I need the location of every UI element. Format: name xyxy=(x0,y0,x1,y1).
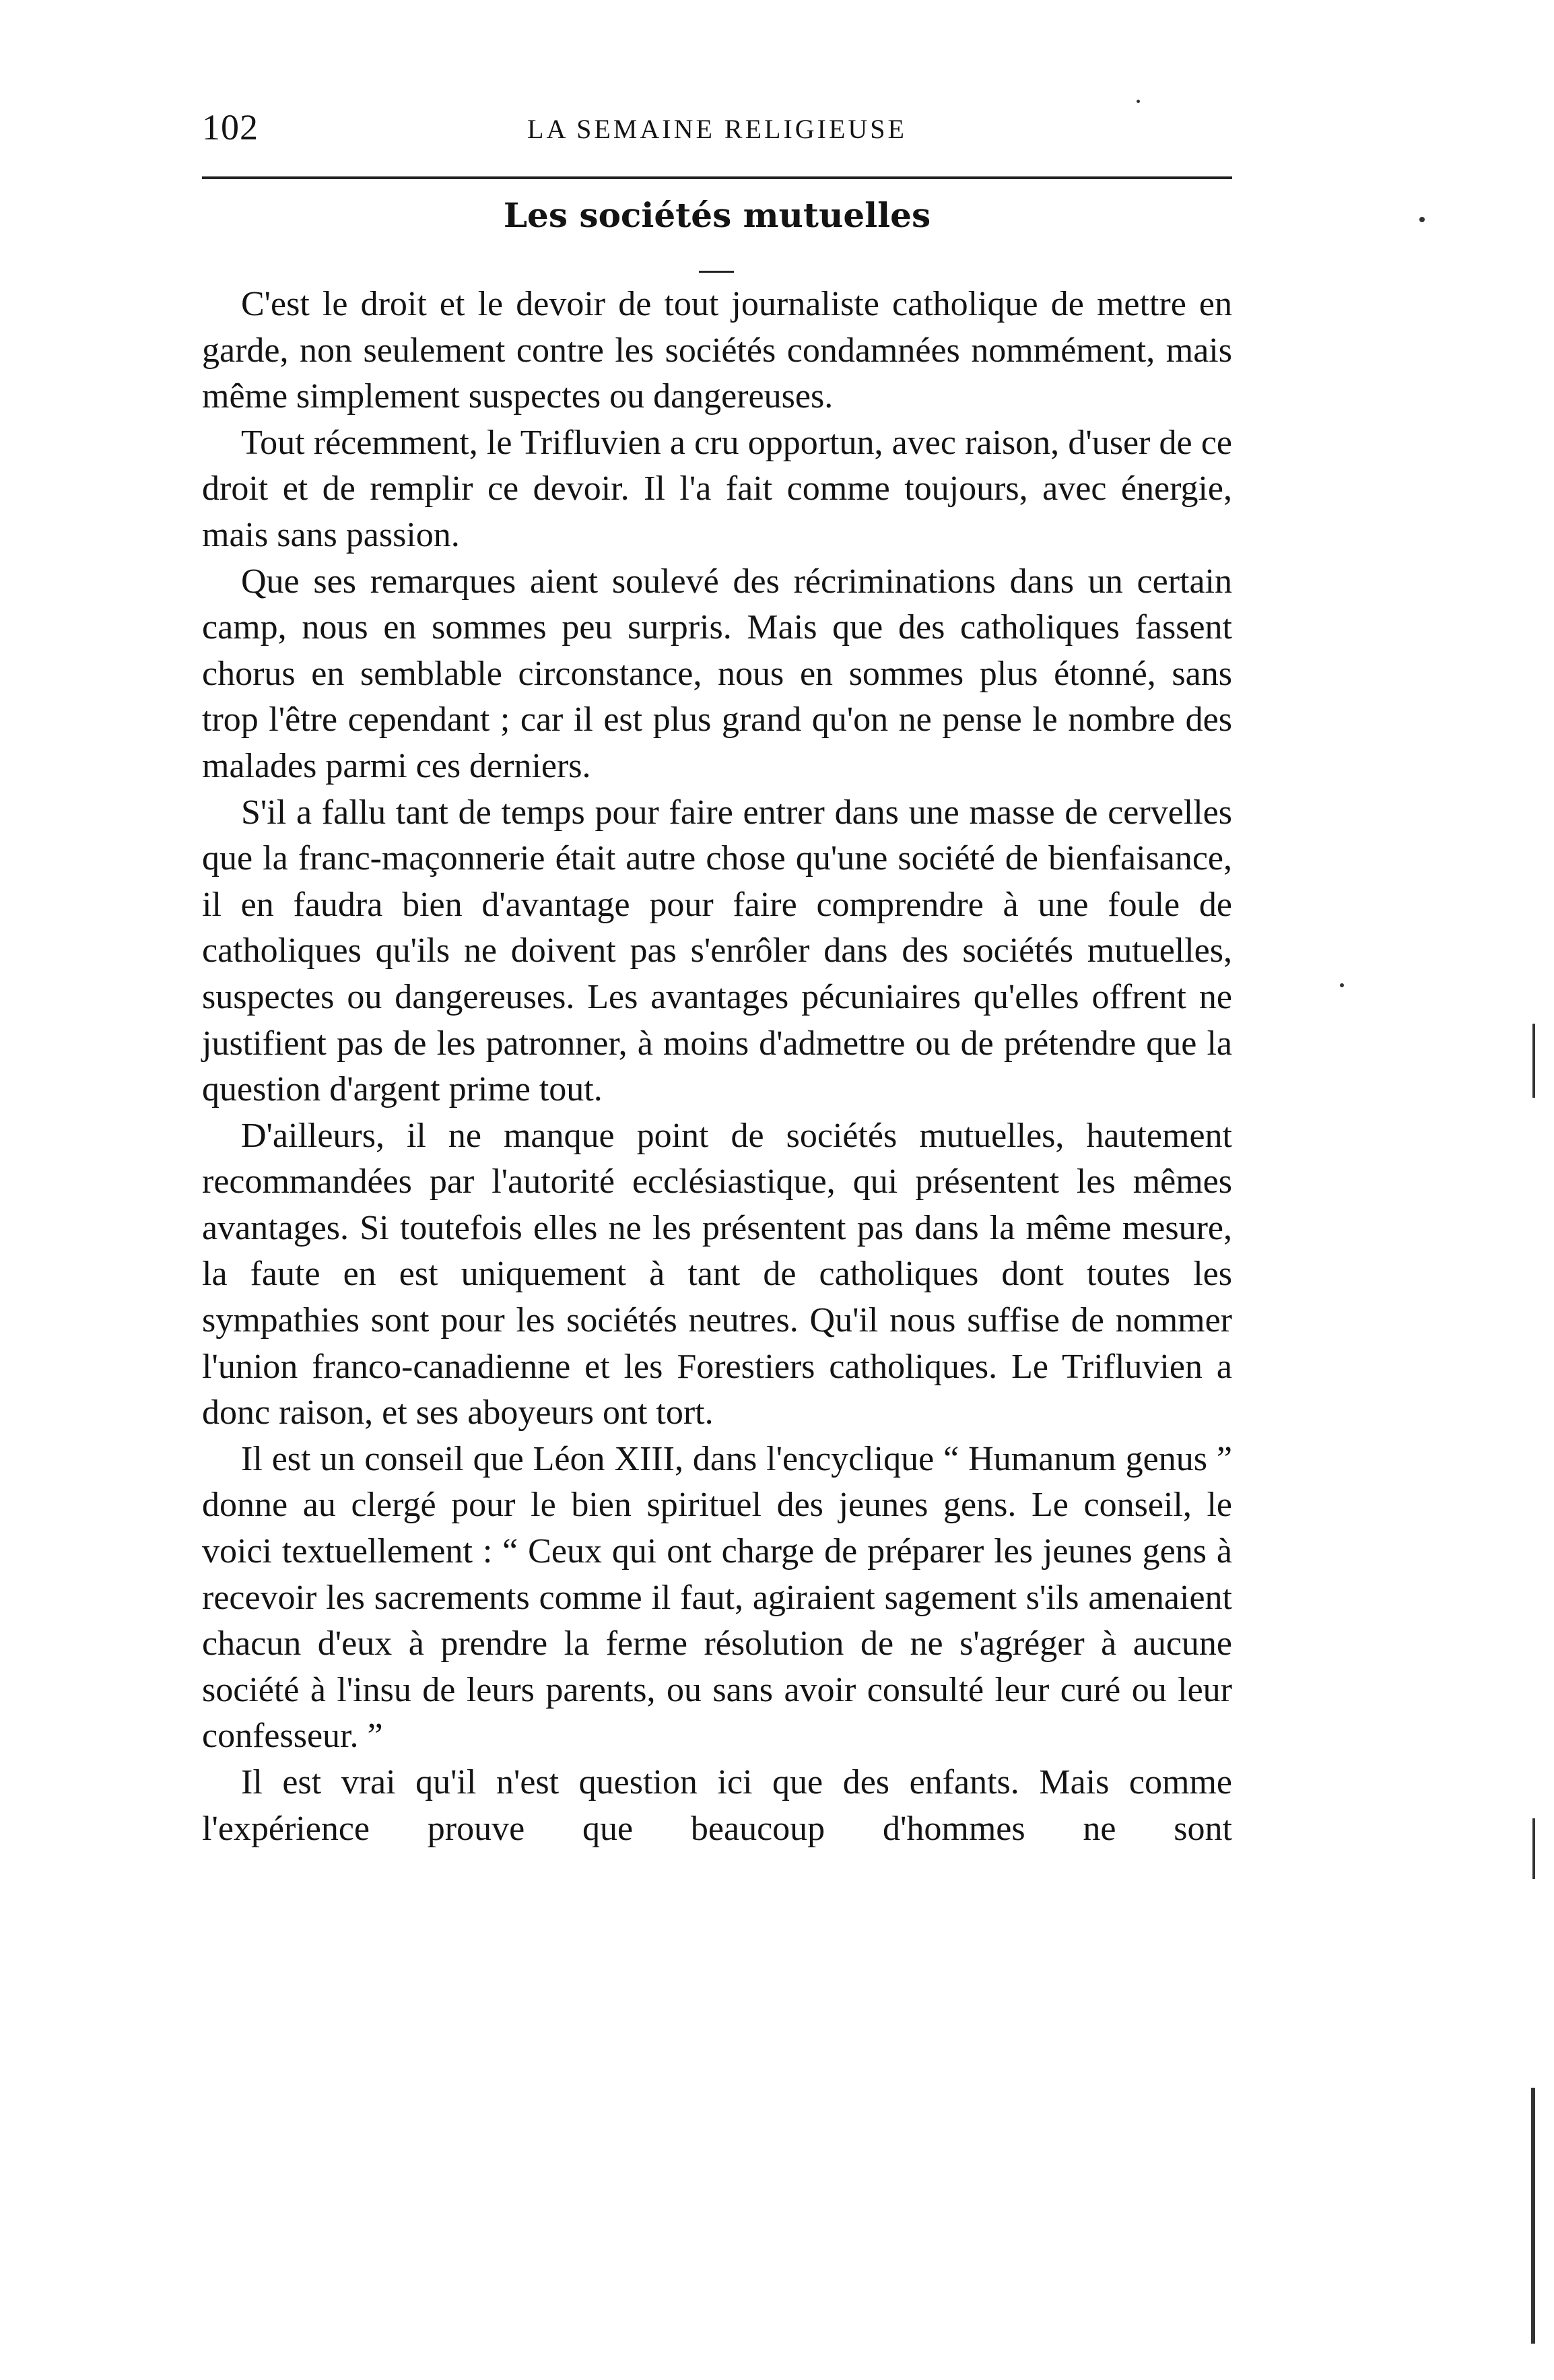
journal-name: LA SEMAINE RELIGIEUSE xyxy=(527,114,907,144)
paragraph-3: Que ses remarques aient soulevé des récriminations dans un certain camp, nous en sommes peu surpris. Mais que des catholiques fassent chorus en semblable circonstance, nous en sommes plus étonné, sans trop l'être cependant ; car il est plus grand qu'on ne pense le nombre des malades parmi ces derniers. xyxy=(202,562,1232,785)
paragraph-4: S'il a fallu tant de temps pour faire entrer dans une masse de cervelles que la franc-maçonnerie était autre chose qu'une société de bienfaisance, il en faudra bien d'avantage pour faire comprendre à une foule de catholiques qu'ils ne doivent pas s'enrôler dans des sociétés mutuelles, suspectes ou dangereuses. Les avantages pécuniaires qu'elles offrent ne justifient pas de les patronner, à moins d'admettre ou de prétendre que la question d'argent prime tout. xyxy=(202,793,1232,1109)
scan-edge-mark xyxy=(1532,1024,1535,1098)
scan-edge-mark xyxy=(1532,1818,1535,1879)
scan-speck xyxy=(1137,100,1140,103)
title-dash xyxy=(699,271,734,273)
article-title: Les sociétés mutuelles xyxy=(503,195,931,235)
scan-edge-mark xyxy=(1531,2088,1535,2344)
paragraph-7: Il est vrai qu'il n'est question ici que des enfants. Mais comme l'expérience prouve que beaucoup d'hommes ne sont xyxy=(202,1763,1232,1848)
paragraph-6: Il est un conseil que Léon XIII, dans l'encyclique “ Humanum genus ” donne au clergé pour le bien spirituel des jeunes gens. Le conseil, le voici textuellement : “ Ceux qui ont charge de préparer les jeunes gens à recevoir les sacrements comme il faut, agiraient sagement s'ils amenaient chacun d'eux à prendre la ferme résolution de ne s'agréger à aucune société à l'insu de leurs parents, ou sans avoir consulté leur curé ou leur confesseur. ” xyxy=(202,1439,1232,1756)
header-rule xyxy=(202,176,1232,179)
scan-speck xyxy=(1340,983,1344,987)
paragraph-5: D'ailleurs, il ne manque point de sociétés mutuelles, hautement recommandées par l'autorité ecclésiastique, qui présentent les mêmes avantages. Si toutefois elles ne les présentent pas dans la même mesure, la faute en est uniquement à tant de catholiques dont toutes les sympathies sont pour les sociétés neutres. Qu'il nous suffise de nommer l'union franco-canadienne et les Forestiers catholiques. Le Trifluvien a donc raison, et ses aboyeurs ont tort. xyxy=(202,1116,1232,1432)
article-body xyxy=(202,282,1232,1852)
paragraph-2: Tout récemment, le Trifluvien a cru opportun, avec raison, d'user de ce droit et de remplir ce devoir. Il l'a fait comme toujours, avec énergie, mais sans passion. xyxy=(202,423,1232,554)
paragraph-1: C'est le droit et le devoir de tout journaliste catholique de mettre en garde, non seulement contre les sociétés condamnées nommément, mais même simplement suspectes ou dangereuses. xyxy=(202,285,1232,416)
scan-speck xyxy=(1419,217,1425,222)
page-number: 102 xyxy=(202,107,259,147)
running-head xyxy=(202,101,1232,155)
